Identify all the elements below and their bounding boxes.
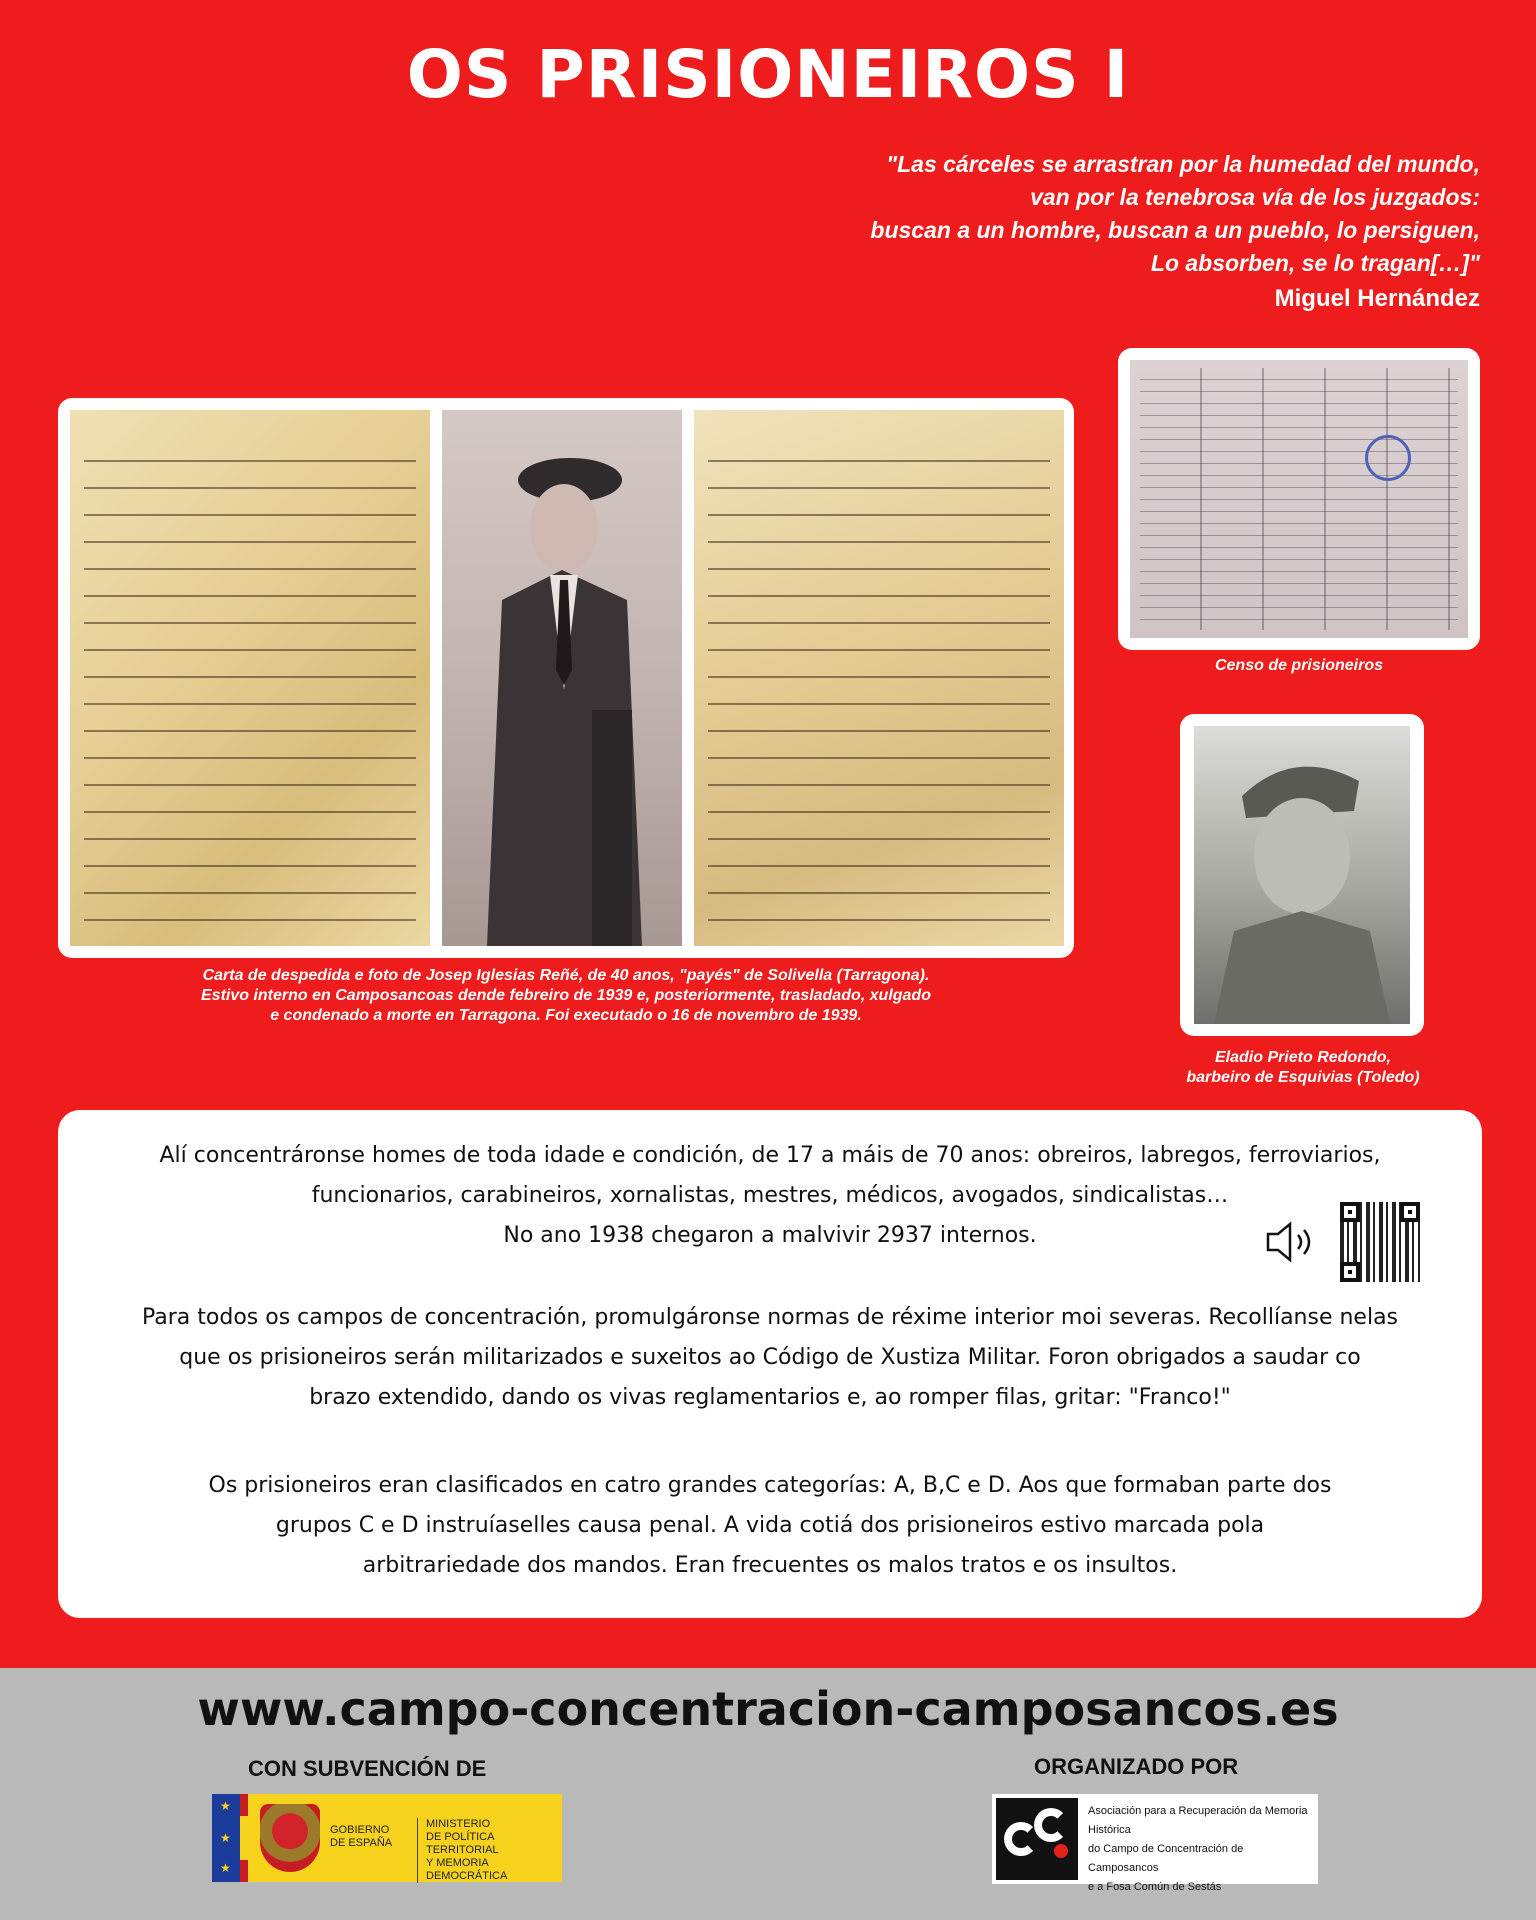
quote-line: Lo absorben, se lo tragan[…]" — [1150, 250, 1480, 276]
gov-logo-text: GOBIERNO DE ESPAÑA — [330, 1824, 393, 1849]
paragraph-1: Alí concentráronse homes de toda idade e condición, de 17 a máis de 70 anos: obreiros, labregos, ferroviarios, funcionarios, carabineiros, xornalistas, mestres, médicos, avogados, sindicalistas… No ano 1938 chegaron a malvivir 2937 internos. — [159, 1143, 1381, 1248]
letter-caption: Carta de despedida e foto de Josep Iglesias Reñé, de 40 anos, "payés" de Solivella (Tarragona). Estivo interno en Camposancoas dende febreiro de 1939 e, posteriormente, trasladado, xulgado e condenado a morte en Tarragona. Foi executado o 16 de novembro de 1939. — [201, 967, 931, 1024]
speaker-icon[interactable] — [1264, 1220, 1324, 1264]
quote-line: "Las cárceles se arrastran por la humedad del mundo, — [886, 151, 1480, 177]
farewell-letter-page-2 — [694, 410, 1064, 946]
qr-code-icon[interactable] — [1340, 1202, 1420, 1282]
farewell-letter-page-1 — [70, 410, 430, 946]
spain-flag-icon — [240, 1794, 248, 1882]
census-document-photo — [1130, 360, 1468, 638]
letter-photo-panel — [58, 398, 1074, 958]
gobierno-espana-logo — [212, 1794, 562, 1882]
eu-flag-icon: ★ ★ ★ — [212, 1794, 240, 1882]
census-caption: Censo de prisioneiros — [1214, 657, 1384, 674]
census-photo-panel — [1118, 348, 1480, 650]
association-logo — [992, 1794, 1318, 1893]
paragraph-2: Para todos os campos de concentración, promulgáronse normas de réxime interior moi severas. Recollíanse nelas que os prisioneiros serán militarizados e suxeitos ao Código de Xustiza Militar. Foron obrigados a saudar co brazo extendido, dando os vivas reglamentarios e, ao romper filas, gritar: "Franco!" — [141, 1305, 1399, 1410]
main-text-panel — [58, 1110, 1482, 1618]
quote-block — [580, 148, 1480, 316]
soldier-photo-panel — [1180, 714, 1424, 1036]
quote-line: van por la tenebrosa vía de los juzgados: — [1030, 184, 1480, 210]
subvencion-label: CON SUBVENCIÓN DE — [248, 1756, 487, 1781]
ministry-logo-text: MINISTERIO DE POLÍTICA TERRITORIAL Y MEMORIA DEMOCRÁTICA — [417, 1818, 557, 1883]
website-link[interactable]: www.campo-concentracion-camposancos.es — [197, 1682, 1339, 1736]
ccc-logo-icon — [996, 1798, 1078, 1880]
soldier-caption: Eladio Prieto Redondo, barbeiro de Esquivias (Toledo) — [1186, 1049, 1420, 1086]
paragraph-3: Os prisioneiros eran clasificados en catro grandes categorías: A, B,C e D. Aos que formaban parte dos grupos C e D instruíaselles causa penal. A vida cotiá dos prisioneiros estivo marcada pola arbitrariedade dos mandos. Eran frecuentes os malos tratos e os insultos. — [208, 1473, 1332, 1578]
quote-author: Miguel Hernández — [1274, 285, 1480, 312]
stamp-icon — [1365, 435, 1411, 481]
page-title: OS PRISIONEIROS I — [406, 36, 1130, 113]
association-logo-text: Asociación para a Recuperación da Memoria Histórica do Campo de Concentración de Camposancos e a Fosa Común de Sestás — [1088, 1805, 1308, 1893]
portrait-photo-josep-iglesias — [442, 410, 682, 946]
footer — [0, 1668, 1536, 1920]
organizado-label: ORGANIZADO POR — [1034, 1754, 1239, 1779]
quote-line: buscan a un hombre, buscan a un pueblo, lo persiguen, — [870, 217, 1480, 243]
coat-of-arms-icon — [260, 1804, 320, 1872]
portrait-photo-eladio-prieto — [1194, 726, 1410, 1024]
